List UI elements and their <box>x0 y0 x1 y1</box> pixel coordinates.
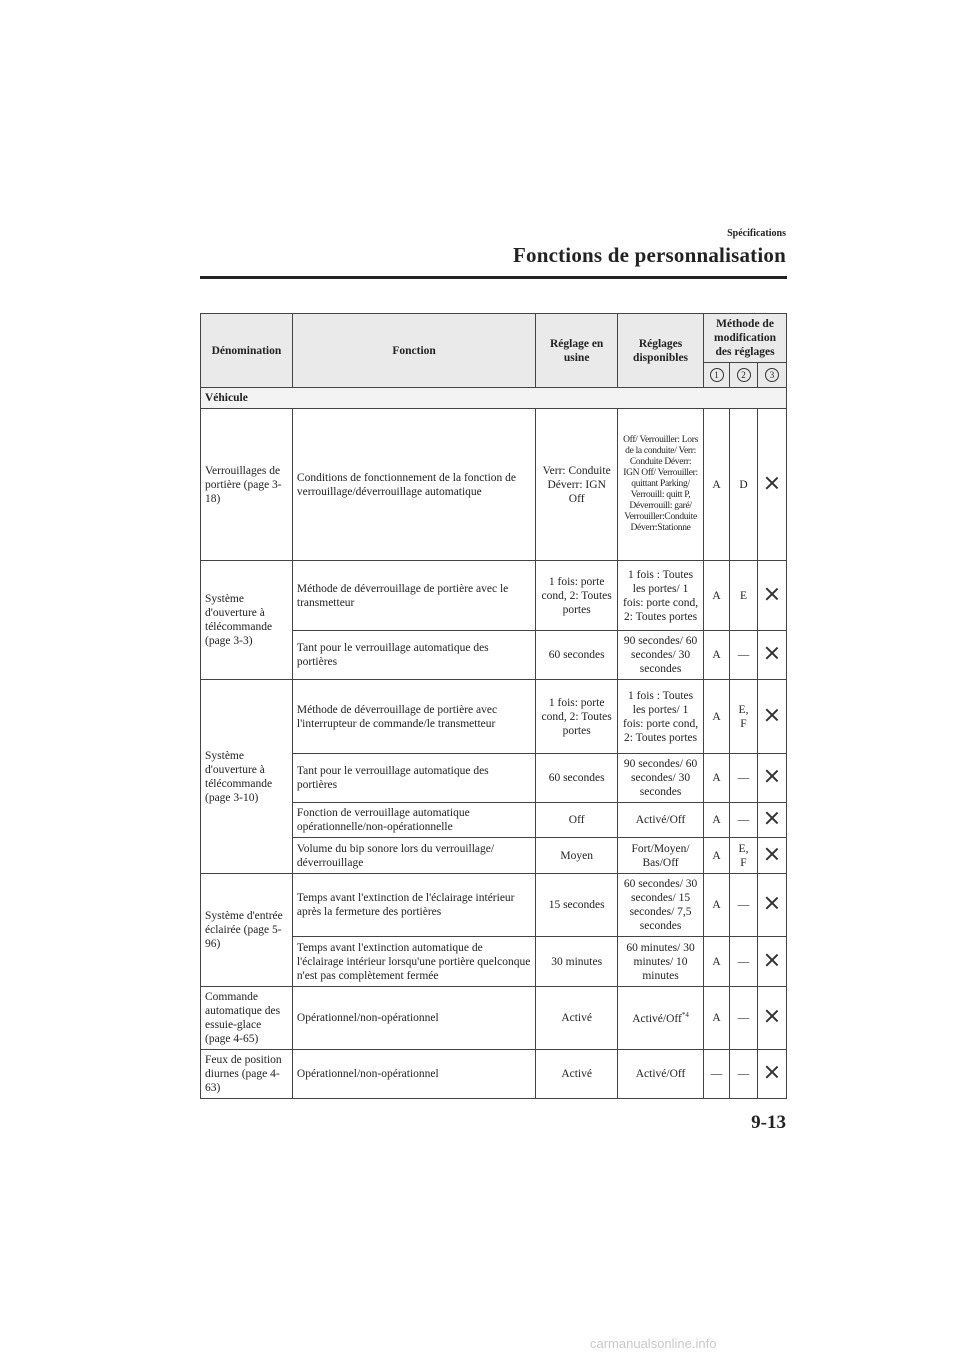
row-name: Commande automatique des essuie-glace (page 4-65) <box>201 987 293 1050</box>
row-available: Activé/Off <box>618 1050 704 1099</box>
row-function: Méthode de déverrouillage de portière avec le transmetteur <box>292 561 535 631</box>
row-available: 90 secondes/ 60 secondes/ 30 secondes <box>618 754 704 803</box>
cross-icon <box>765 847 779 861</box>
row-method-1: A <box>704 987 730 1050</box>
cross-icon <box>765 896 779 910</box>
cross-icon <box>765 1065 779 1079</box>
cross-icon <box>765 708 779 722</box>
row-factory: 60 secondes <box>536 754 618 803</box>
row-method-2: E, F <box>730 838 758 874</box>
cross-icon <box>765 476 779 490</box>
row-function: Méthode de déverrouillage de portière avec l'interrupteur de commande/le transmetteur <box>292 680 535 754</box>
row-available: 1 fois : Toutes les portes/ 1 fois: porte cond, 2: Toutes portes <box>618 561 704 631</box>
row-function: Opérationnel/non-opérationnel <box>292 987 535 1050</box>
row-available: Fort/Moyen/ Bas/Off <box>618 838 704 874</box>
header-function: Fonction <box>292 314 535 388</box>
header-available: Réglages disponibles <box>618 314 704 388</box>
table-row <box>201 409 787 561</box>
row-function: Temps avant l'extinction de l'éclairage intérieur après la fermeture des portières <box>292 874 535 937</box>
row-factory: Verr: Conduite Déverr: IGN Off <box>536 409 618 561</box>
header-factory: Réglage en usine <box>536 314 618 388</box>
row-function: Opérationnel/non-opérationnel <box>292 1050 535 1099</box>
row-method-2: — <box>730 754 758 803</box>
cross-icon <box>765 769 779 783</box>
table-header-row <box>201 314 787 363</box>
row-factory: 30 minutes <box>536 937 618 987</box>
row-function: Conditions de fonctionnement de la fonction de verrouillage/déverrouillage automatique <box>292 409 535 561</box>
page-number: 9-13 <box>751 1112 786 1133</box>
row-factory: 1 fois: porte cond, 2: Toutes portes <box>536 561 618 631</box>
watermark: carmanualsonline.info <box>590 1336 717 1351</box>
row-factory: Activé <box>536 1050 618 1099</box>
row-factory: Moyen <box>536 838 618 874</box>
header-name: Dénomination <box>201 314 293 388</box>
cross-icon <box>765 811 779 825</box>
table-row <box>201 874 787 937</box>
row-method-2: — <box>730 874 758 937</box>
page-title: Fonctions de personnalisation <box>512 243 786 267</box>
method-1-icon: 1 <box>710 368 724 382</box>
row-method-2: — <box>730 1050 758 1099</box>
row-function: Volume du bip sonore lors du verrouillage/ déverrouillage <box>292 838 535 874</box>
row-method-2: — <box>730 987 758 1050</box>
row-method-1: A <box>704 874 730 937</box>
row-name: Feux de position diurnes (page 4-63) <box>201 1050 293 1099</box>
row-factory: 15 secondes <box>536 874 618 937</box>
row-factory: 60 secondes <box>536 631 618 680</box>
method-3-icon: 3 <box>765 368 779 382</box>
row-method-1: A <box>704 937 730 987</box>
row-function: Tant pour le verrouillage automatique des portières <box>292 631 535 680</box>
row-name: Verrouillages de portière (page 3-18) <box>201 409 293 561</box>
cross-icon <box>765 953 779 967</box>
table-row <box>201 680 787 754</box>
row-factory: Off <box>536 803 618 838</box>
row-method-1: A <box>704 631 730 680</box>
row-available: 60 secondes/ 30 secondes/ 15 secondes/ 7,5 secondes <box>618 874 704 937</box>
group-row <box>201 388 787 409</box>
footnote-marker: *4 <box>681 1010 689 1019</box>
row-factory: Activé <box>536 987 618 1050</box>
row-method-2: — <box>730 803 758 838</box>
row-available: Activé/Off$^{*4}$ <box>618 987 704 1050</box>
row-method-2: E, F <box>730 680 758 754</box>
row-function: Temps avant l'extinction automatique de l'éclairage intérieur lorsqu'une portière quelconque n'est pas complètement fermée <box>292 937 535 987</box>
row-available: 1 fois : Toutes les portes/ 1 fois: porte cond, 2: Toutes portes <box>618 680 704 754</box>
table-row <box>201 987 787 1050</box>
row-available: 90 secondes/ 60 secondes/ 30 secondes <box>618 631 704 680</box>
method-2-icon: 2 <box>737 368 751 382</box>
row-available: 60 minutes/ 30 minutes/ 10 minutes <box>618 937 704 987</box>
header-method: Méthode de modification des réglages <box>704 314 787 363</box>
group-label: Véhicule <box>201 388 787 409</box>
row-method-2: E <box>730 561 758 631</box>
cross-icon <box>765 587 779 601</box>
table-row <box>201 561 787 631</box>
row-method-1: A <box>704 803 730 838</box>
row-method-1: A <box>704 409 730 561</box>
row-method-1: A <box>704 838 730 874</box>
row-method-2: — <box>730 937 758 987</box>
row-method-1: A <box>704 680 730 754</box>
row-method-1: A <box>704 561 730 631</box>
row-factory: 1 fois: porte cond, 2: Toutes portes <box>536 680 618 754</box>
row-method-1: — <box>704 1050 730 1099</box>
cross-icon <box>765 646 779 660</box>
row-method-2: — <box>730 631 758 680</box>
row-method-2: D <box>730 409 758 561</box>
row-name: Système d'entrée éclairée (page 5-96) <box>201 874 293 987</box>
header-rule <box>200 276 787 279</box>
cross-icon <box>765 1009 779 1023</box>
row-name: Système d'ouverture à télécommande (page 3-10) <box>201 680 293 874</box>
row-available: Activé/Off <box>618 803 704 838</box>
row-function: Fonction de verrouillage automatique opérationnelle/non-opérationnelle <box>292 803 535 838</box>
customization-table <box>200 313 787 1099</box>
row-method-1: A <box>704 754 730 803</box>
row-name: Système d'ouverture à télécommande (page 3-3) <box>201 561 293 680</box>
row-available: Off/ Verrouiller: Lors de la conduite/ Verr: Conduite Déverr: IGN Off/ Verrouiller: quittant Parking/ Verrouill: quitt P, Déverrouill: garé/ Verrouiller:Conduite Déverr:Stationne <box>618 409 704 561</box>
section-label: Spécifications <box>727 228 786 239</box>
row-function: Tant pour le verrouillage automatique des portières <box>292 754 535 803</box>
table-row <box>201 1050 787 1099</box>
page-header <box>200 228 786 268</box>
